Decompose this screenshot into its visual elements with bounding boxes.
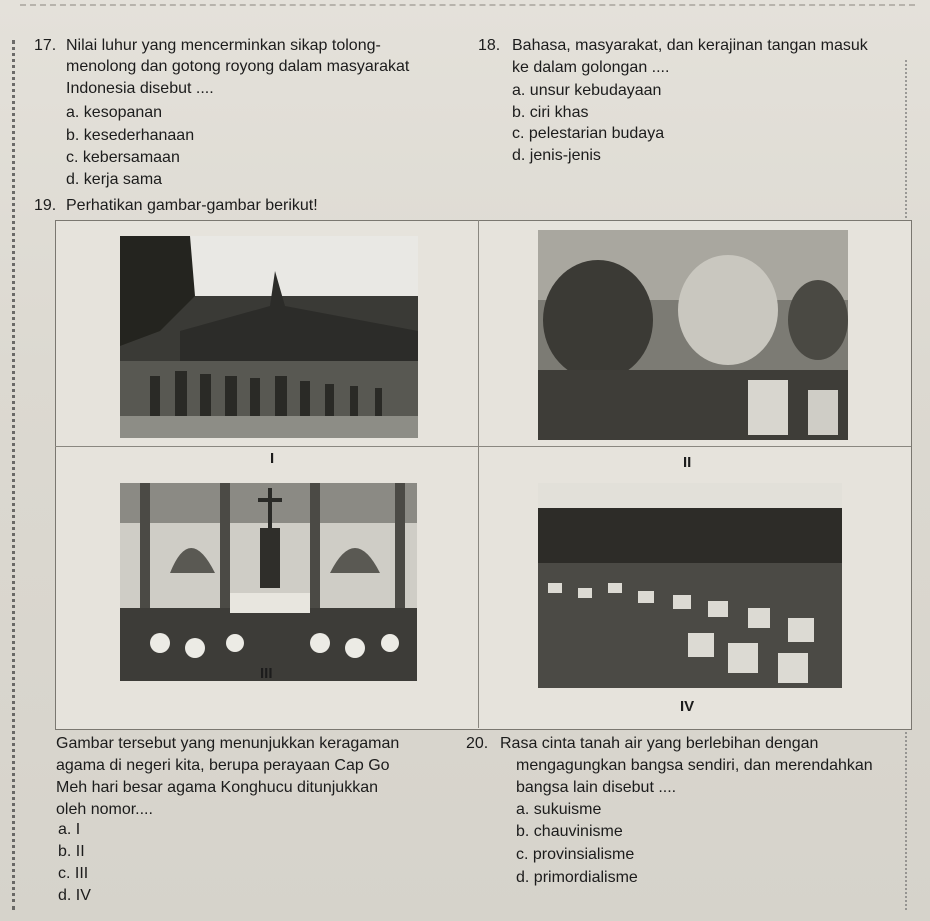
photo-iv-mass-prayer [538,483,842,688]
q18-line-1: Bahasa, masyarakat, dan kerajinan tangan masuk [512,37,868,54]
q19-line-2: agama di negeri kita, berupa perayaan Cap Go [56,757,390,774]
grid-divider-horizontal [55,446,911,447]
image-label-iv: IV [680,698,695,715]
q18-option-d[interactable]: d. jenis-jenis [512,147,601,164]
image-label-ii: II [683,454,692,471]
q18-option-c[interactable]: c. pelestarian budaya [512,125,665,142]
q18-line-2: ke dalam golongan .... [512,59,670,76]
q18-number: 18. [478,37,501,54]
q19-option-c[interactable]: c. III [58,865,89,882]
q17-option-d[interactable]: d. kerja sama [66,171,163,188]
q17-line-1: Nilai luhur yang mencerminkan sikap tolong- [66,37,381,54]
q17-option-a[interactable]: a. kesopanan [66,104,163,121]
photo-i-drawing [120,236,418,438]
q17-number: 17. [34,37,57,54]
q18-option-b[interactable]: b. ciri khas [512,104,589,121]
q20-number: 20. [466,735,489,752]
q19-option-a[interactable]: a. I [58,821,81,838]
photo-iii-church-service [120,483,417,681]
q19-number: 19. [34,197,57,214]
q20-option-d[interactable]: d. primordialisme [516,869,638,886]
q20-option-b[interactable]: b. chauvinisme [516,823,623,840]
q17-line-2: menolong dan gotong royong dalam masyarakat [66,58,410,75]
grid-divider-vertical [478,220,479,728]
photo-iii-drawing [120,483,417,681]
q17-option-b[interactable]: b. kesederhanaan [66,127,195,144]
photo-i-temple-ceremony [120,236,418,438]
q19-option-d[interactable]: d. IV [58,887,91,904]
image-label-iii: III [260,665,273,682]
q20-line-1: Rasa cinta tanah air yang berlebihan dengan [500,735,819,752]
q19-option-b[interactable]: b. II [58,843,85,860]
image-label-i: I [270,450,275,467]
page-top-edge [20,4,915,16]
q20-line-2: mengagungkan bangsa sendiri, dan merendahkan [516,757,873,774]
q18-option-a[interactable]: a. unsur kebudayaan [512,82,662,99]
q20-option-a[interactable]: a. sukuisme [516,801,602,818]
q19-intro: Perhatikan gambar-gambar berikut! [66,197,318,214]
q17-option-c[interactable]: c. kebersamaan [66,149,180,166]
q17-line-3: Indonesia disebut .... [66,80,214,97]
q19-line-3: Meh hari besar agama Konghucu ditunjukkan [56,779,378,796]
q19-line-1: Gambar tersebut yang menunjukkan keragaman [56,735,400,752]
photo-iv-drawing [538,483,842,688]
binding-holes-left [12,40,19,910]
photo-ii-drawing [538,230,848,440]
photo-ii-lion-dance [538,230,848,440]
q20-line-3: bangsa lain disebut .... [516,779,677,796]
q20-option-c[interactable]: c. provinsialisme [516,846,635,863]
q19-line-4: oleh nomor.... [56,801,153,818]
